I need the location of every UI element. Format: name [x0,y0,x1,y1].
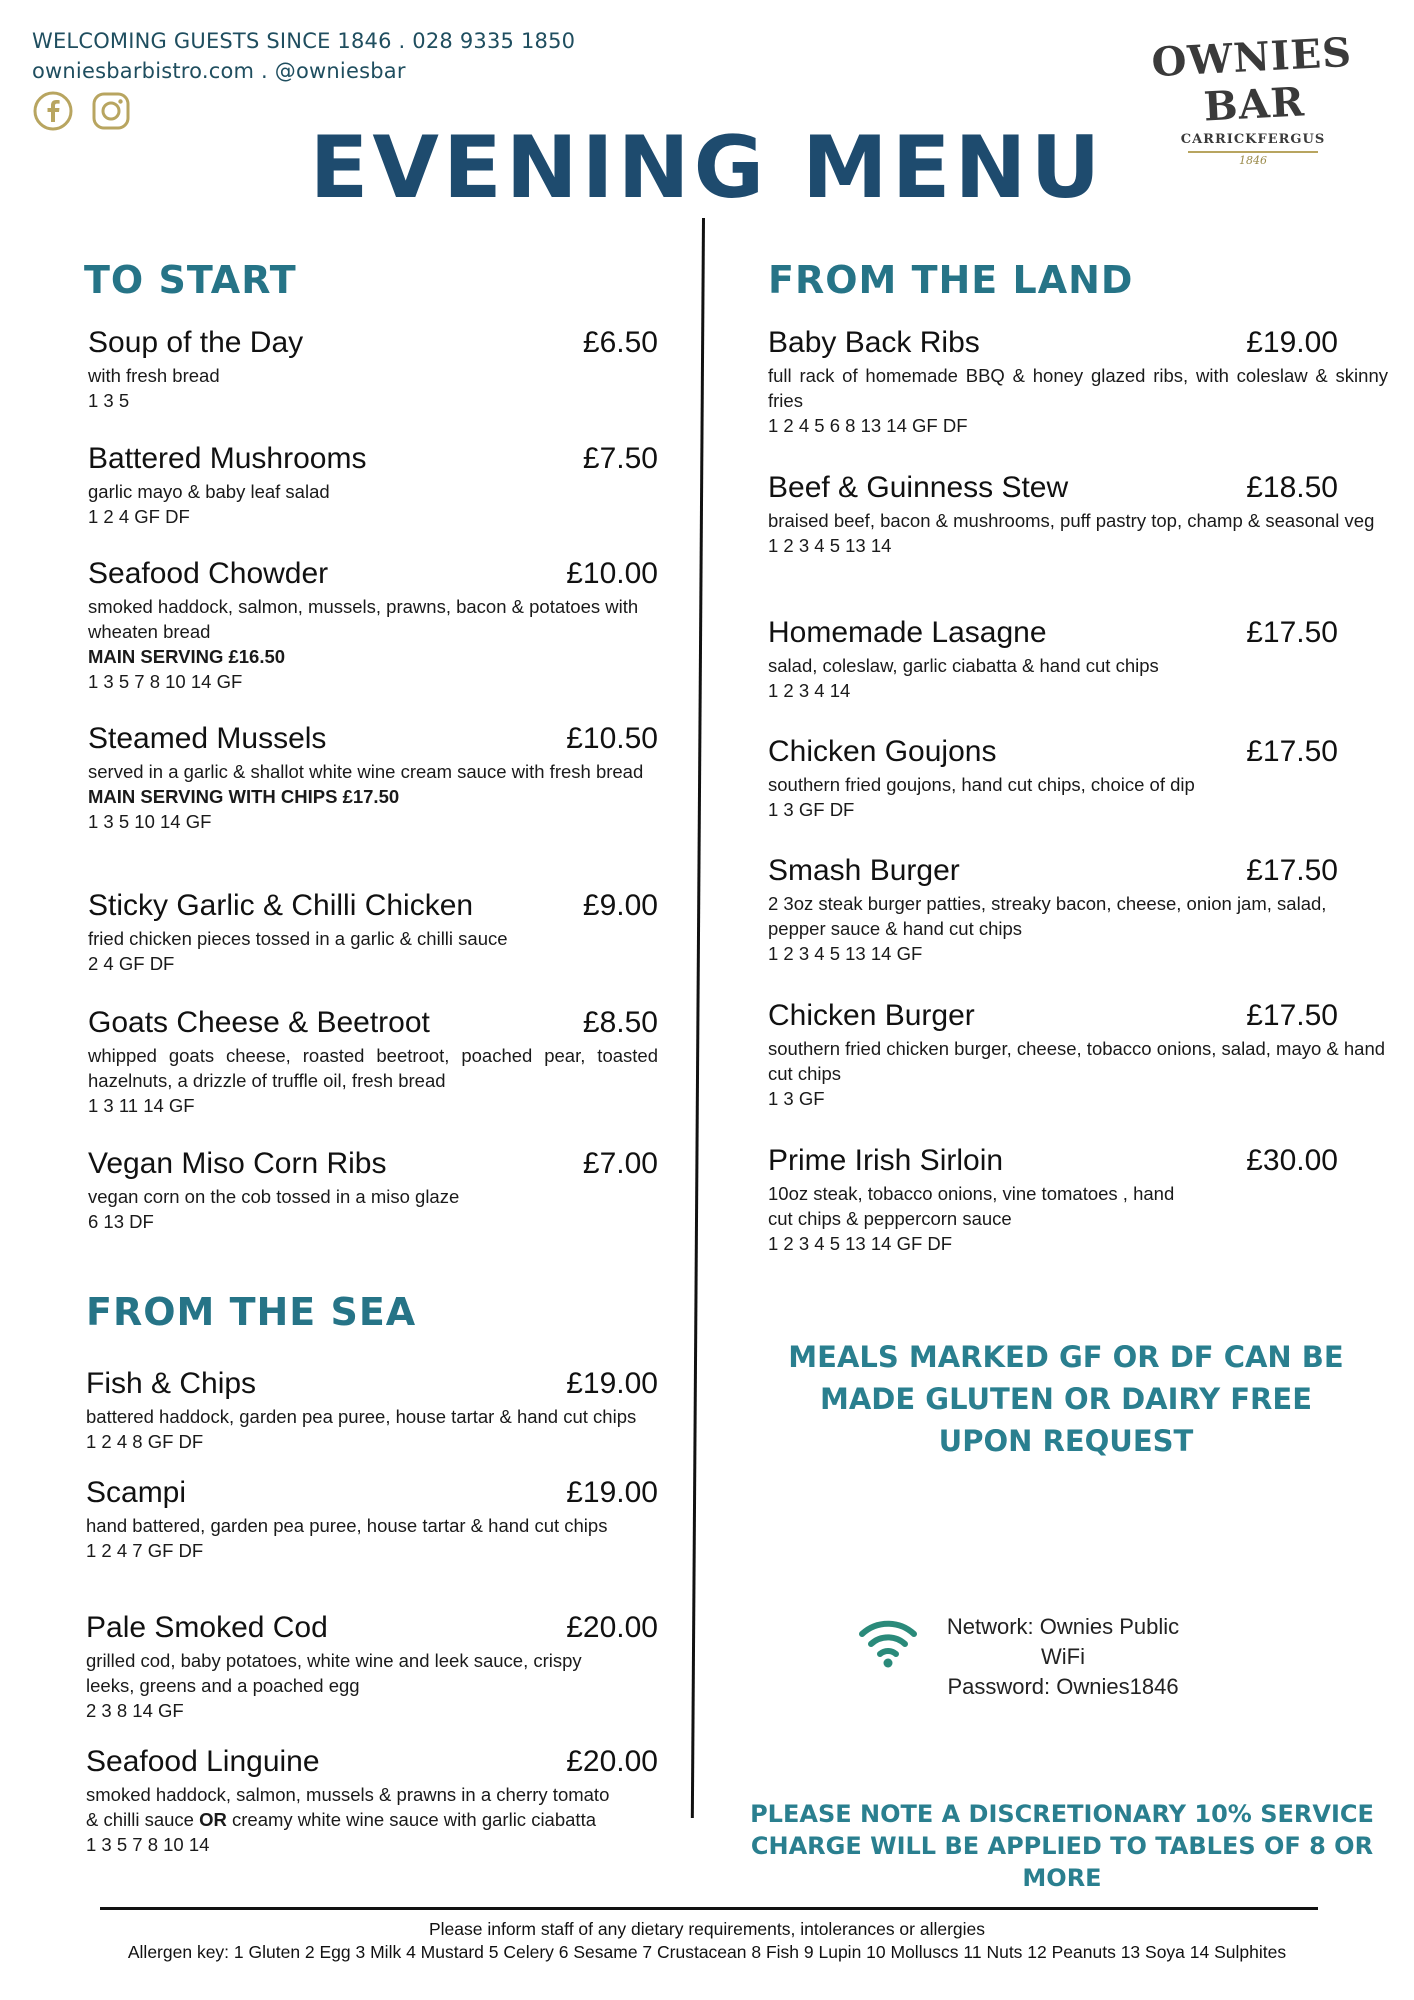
menu-item [768,735,1338,822]
menu-item [88,1006,658,1118]
menu-item [768,326,1388,438]
item-price: £17.50 [1246,854,1338,887]
item-name: Soup of the Day [88,326,304,359]
item-name: Homemade Lasagne [768,616,1047,649]
item-allergens: 1 3 5 10 14 GF [88,811,212,832]
item-name: Smash Burger [768,854,960,887]
item-price: £10.00 [566,557,658,590]
item-price: £20.00 [566,1611,658,1644]
item-description-or: OR [199,1809,227,1830]
item-allergens: 1 3 GF [768,1088,825,1109]
item-description: braised beef, bacon & mushrooms, puff pastry top, champ & seasonal veg [768,510,1375,531]
footer-divider [100,1907,1318,1910]
page-title: EVENING MENU [309,118,1105,218]
menu-item [88,326,658,413]
ownies-bar-logo [1118,24,1388,167]
item-description: served in a garlic & shallot white wine cream sauce with fresh bread [88,761,644,782]
item-allergens: 1 2 3 4 5 13 14 GF DF [768,1233,953,1254]
item-allergens: 1 2 3 4 14 [768,680,851,701]
service-charge-notice: PLEASE NOTE A DISCRETIONARY 10% SERVICE CHARGE WILL BE APPLIED TO TABLES OF 8 OR MORE [750,1800,1374,1892]
menu-item [86,1367,658,1454]
item-description: vegan corn on the cob tossed in a miso glaze [88,1186,460,1207]
item-price: £17.50 [1246,999,1338,1032]
item-price: £6.50 [582,326,658,359]
item-allergens: 1 2 3 4 5 13 14 [768,535,892,556]
item-description: full rack of homemade BBQ & honey glazed ribs, with coleslaw & skinny fries [768,365,1388,411]
item-name: Seafood Linguine [86,1745,320,1778]
menu-item [88,889,658,976]
item-description: 10oz steak, tobacco onions, vine tomatoes , hand cut chips & peppercorn sauce [768,1183,1175,1229]
item-allergens: 1 2 4 5 6 8 13 14 GF DF [768,415,968,436]
section-heading-from-the-sea: FROM THE SEA [86,1290,417,1334]
item-description: hand battered, garden pea puree, house tartar & hand cut chips [86,1515,608,1536]
item-price: £7.00 [582,1147,658,1180]
item-description: southern fried chicken burger, cheese, tobacco onions, salad, mayo & hand cut chips [768,1038,1386,1084]
item-description [86,1782,616,1832]
menu-item [88,442,658,529]
item-allergens: 6 13 DF [88,1211,154,1232]
item-price: £18.50 [1246,471,1338,504]
contact-info [32,26,575,86]
item-allergens: 1 2 4 8 GF DF [86,1431,204,1452]
menu-item [86,1611,658,1723]
gf-df-notice: MEALS MARKED GF OR DF CAN BE MADE GLUTEN OR DAIRY FREE UPON REQUEST [788,1340,1344,1458]
item-description: garlic mayo & baby leaf salad [88,481,330,502]
item-name: Goats Cheese & Beetroot [88,1006,430,1039]
wifi-network: Network: Ownies Public WiFi [946,1614,1180,1669]
menu-item [768,1144,1338,1256]
item-name: Beef & Guinness Stew [768,471,1069,504]
allergen-key: Allergen key: 1 Gluten 2 Egg 3 Milk 4 Mustard 5 Celery 6 Sesame 7 Crustacean 8 Fish 9 Lupin 10 Molluscs 11 Nuts 12 Peanuts 13 Soya 14 Sulphites [127,1942,1287,1962]
item-description: whipped goats cheese, roasted beetroot, poached pear, toasted hazelnuts, a drizzle of truffle oil, fresh bread [88,1045,658,1091]
item-price: £30.00 [1246,1144,1338,1177]
item-allergens: 1 3 GF DF [768,799,855,820]
item-main-serving: MAIN SERVING WITH CHIPS £17.50 [88,786,400,807]
section-heading-to-start: TO START [84,258,297,302]
item-price: £19.00 [566,1367,658,1400]
item-main-serving: MAIN SERVING £16.50 [88,646,286,667]
item-allergens: 2 3 8 14 GF [86,1700,184,1721]
item-name: Battered Mushrooms [88,442,367,475]
item-price: £17.50 [1246,735,1338,768]
wifi-text [928,1612,1198,1702]
item-price: £7.50 [582,442,658,475]
logo-year: 1846 [1188,151,1318,167]
item-name: Steamed Mussels [88,722,327,755]
dietary-note: Please inform staff of any dietary requirements, intolerances or allergies [428,1919,986,1939]
item-price: £8.50 [582,1006,658,1039]
item-name: Chicken Burger [768,999,975,1032]
menu-item [86,1745,658,1857]
item-allergens: 1 3 5 7 8 10 14 [86,1834,210,1855]
logo-name: OWNIES BAR [1150,28,1354,131]
item-allergens: 1 3 11 14 GF [88,1095,195,1116]
menu-item [768,854,1338,966]
item-price: £19.00 [1246,326,1338,359]
item-allergens: 1 3 5 7 8 10 14 GF [88,671,243,692]
menu-item [768,471,1375,558]
item-name: Prime Irish Sirloin [768,1144,1004,1177]
item-allergens: 1 2 4 7 GF DF [86,1540,204,1561]
item-price: £17.50 [1246,616,1338,649]
item-name: Vegan Miso Corn Ribs [88,1147,387,1180]
item-description-part: smoked haddock, salmon, mussels & prawns in a cherry tomato & chilli sauce [86,1784,610,1830]
wifi-info [858,1612,1198,1699]
menu-item [768,999,1386,1111]
item-price: £9.00 [582,889,658,922]
item-price: £20.00 [566,1745,658,1778]
wifi-password: Password: Ownies1846 [947,1674,1179,1699]
item-description: grilled cod, baby potatoes, white wine and leek sauce, crispy leeks, greens and a poached egg [86,1650,582,1696]
item-description: salad, coleslaw, garlic ciabatta & hand cut chips [768,655,1159,676]
item-description: smoked haddock, salmon, mussels, prawns, bacon & potatoes with wheaten bread [88,596,639,642]
item-allergens: 2 4 GF DF [88,953,175,974]
item-name: Scampi [86,1476,187,1509]
item-name: Pale Smoked Cod [86,1611,328,1644]
item-name: Fish & Chips [86,1367,257,1400]
menu-item [88,557,658,694]
item-description: battered haddock, garden pea puree, house tartar & hand cut chips [86,1406,637,1427]
menu-item [88,722,658,834]
welcome-line: WELCOMING GUESTS SINCE 1846 . 028 9335 1850 [32,29,576,53]
item-price: £10.50 [566,722,658,755]
item-name: Chicken Goujons [768,735,997,768]
column-divider [691,218,705,1818]
footer [0,1918,1414,1964]
item-allergens: 1 2 4 GF DF [88,506,190,527]
item-description: 2 3oz steak burger patties, streaky bacon, cheese, onion jam, salad, pepper sauce & hand cut chips [768,893,1327,939]
menu-item [86,1476,658,1563]
item-name: Baby Back Ribs [768,326,980,359]
item-name: Sticky Garlic & Chilli Chicken [88,889,474,922]
item-description-part: creamy white wine sauce with garlic ciabatta [232,1809,596,1830]
item-name: Seafood Chowder [88,557,329,590]
section-heading-from-the-land: FROM THE LAND [768,258,1134,302]
item-description: with fresh bread [88,365,220,386]
item-price: £19.00 [566,1476,658,1509]
menu-item [88,1147,658,1234]
wifi-icon [858,1616,918,1668]
item-allergens: 1 2 3 4 5 13 14 GF [768,943,923,964]
website-line: owniesbarbistro.com . @owniesbar [32,59,406,83]
item-description: fried chicken pieces tossed in a garlic & chilli sauce [88,928,508,949]
logo-town: CARRICKFERGUS [1180,132,1326,147]
item-allergens: 1 3 5 [88,390,130,411]
item-description: southern fried goujons, hand cut chips, choice of dip [768,774,1195,795]
menu-item [768,616,1338,703]
